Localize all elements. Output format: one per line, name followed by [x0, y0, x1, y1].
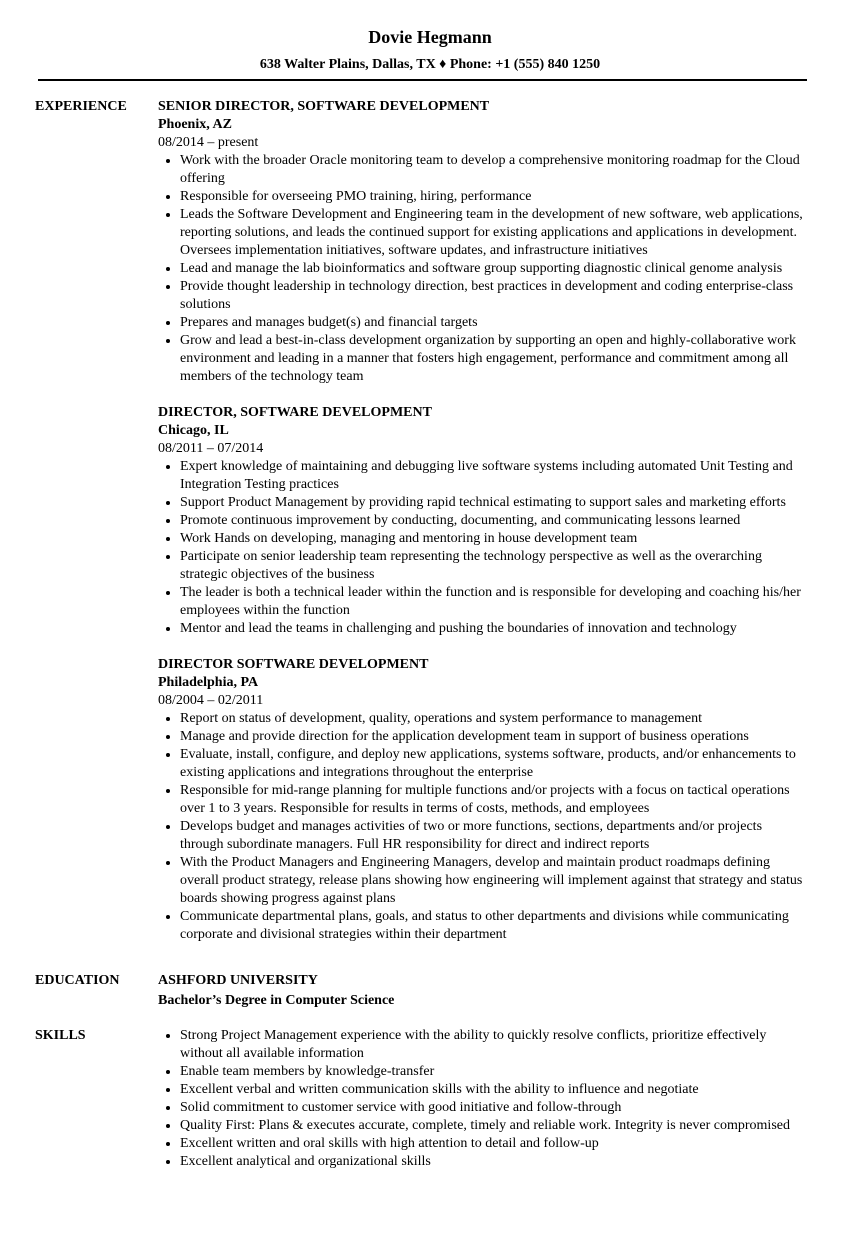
- bullet-item: • Excellent verbal and written communication skills with the ability to influence and negotiate: [180, 1081, 806, 1099]
- bullet-item: • Responsible for mid-range planning for multiple functions and/or projects with a focus on tactical operations over 1 to 3 years. Responsible for results in terms of costs, methods, and employees: [180, 782, 806, 818]
- bullet-item: • Support Product Management by providing rapid technical estimating to support sales and marketing efforts: [180, 494, 806, 512]
- bullet-item: • Excellent written and oral skills with high attention to detail and follow-up: [180, 1135, 806, 1153]
- job-location: Philadelphia, PA: [158, 675, 259, 690]
- bullet-item: • Report on status of development, quality, operations and system performance to management: [180, 710, 806, 728]
- education-section: [0, 972, 860, 1010]
- experience-list: [158, 98, 806, 962]
- bullet-item: • Excellent analytical and organizational skills: [180, 1153, 806, 1171]
- education-degree: Bachelor’s Degree in Computer Science: [158, 993, 395, 1008]
- bullet-item: • Work with the broader Oracle monitoring team to develop a comprehensive monitoring roadmap for the Cloud offering: [180, 152, 806, 188]
- bullet-item: • Grow and lead a best-in-class development organization by supporting an open and highly-collaborative work environment and leading in a manner that fosters high engagement, performance and commitment among all members of the technology team: [180, 332, 806, 386]
- job-entry: [158, 98, 806, 386]
- skills-bullets: [158, 1027, 806, 1171]
- job-dates: 08/2011 – 07/2014: [158, 441, 264, 456]
- job-bullets: [158, 458, 806, 638]
- bullet-item: • The leader is both a technical leader within the function and is responsible for developing and coaching his/her employees within the function: [180, 584, 806, 620]
- bullet-item: • Enable team members by knowledge-transfer: [180, 1063, 806, 1081]
- section-label-education: EDUCATION: [35, 973, 120, 988]
- job-dates: 08/2004 – 02/2011: [158, 693, 264, 708]
- section-label-experience: EXPERIENCE: [35, 99, 127, 114]
- bullet-item: • Strong Project Management experience with the ability to quickly resolve conflicts, prioritize effectively without all available information: [180, 1027, 806, 1063]
- bullet-item: • Develops budget and manages activities of two or more functions, sections, departments and/or projects through subordinate managers. Full HR responsibility for direct and indirect reports: [180, 818, 806, 854]
- job-bullets: [158, 710, 806, 944]
- bullet-item: • Lead and manage the lab bioinformatics and software group supporting diagnostic clinical genome analysis: [180, 260, 806, 278]
- bullet-item: • Manage and provide direction for the application development team in support of business operations: [180, 728, 806, 746]
- bullet-item: • Prepares and manages budget(s) and financial targets: [180, 314, 806, 332]
- experience-section: [0, 98, 860, 962]
- job-title: SENIOR DIRECTOR, SOFTWARE DEVELOPMENT: [158, 99, 490, 114]
- job-title: DIRECTOR SOFTWARE DEVELOPMENT: [158, 657, 429, 672]
- section-label-skills: SKILLS: [35, 1028, 86, 1043]
- bullet-item: • Work Hands on developing, managing and mentoring in house development team: [180, 530, 806, 548]
- bullet-item: • Evaluate, install, configure, and deploy new applications, systems software, products, and/or enhancements to existing applications and integrations throughout the enterprise: [180, 746, 806, 782]
- education-entry: [158, 972, 806, 1010]
- bullet-item: • With the Product Managers and Engineering Managers, develop and maintain product roadmaps defining overall product strategy, release plans showing how engineering will implement against that strategy and status boards showing progress against plans: [180, 854, 806, 908]
- bullet-item: • Leads the Software Development and Engineering team in the development of new software, web applications, reporting solutions, and leads the continued support for existing applications and applications in development. Oversees implementation initiatives, software updates, and infrastructure initiatives: [180, 206, 806, 260]
- bullet-item: • Responsible for overseeing PMO training, hiring, performance: [180, 188, 806, 206]
- bullet-item: • Solid commitment to customer service with good initiative and follow-through: [180, 1099, 806, 1117]
- bullet-item: • Provide thought leadership in technology direction, best practices in development and coding enterprise-class solutions: [180, 278, 806, 314]
- header-divider: [38, 79, 807, 81]
- job-location: Chicago, IL: [158, 423, 229, 438]
- skills-section: [0, 1027, 860, 1171]
- education-institution: ASHFORD UNIVERSITY: [158, 973, 318, 988]
- job-dates: 08/2014 – present: [158, 135, 259, 150]
- contact-line: 638 Walter Plains, Dallas, TX ♦ Phone: +1 (555) 840 1250: [259, 57, 601, 72]
- bullet-item: • Communicate departmental plans, goals, and status to other departments and divisions while communicating corporate and divisional strategies within their department: [180, 908, 806, 944]
- bullet-item: • Quality First: Plans & executes accurate, complete, timely and reliable work. Integrity is never compromised: [180, 1117, 806, 1135]
- bullet-item: • Participate on senior leadership team representing the technology perspective as well as the overarching strategic objectives of the business: [180, 548, 806, 584]
- bullet-item: • Expert knowledge of maintaining and debugging live software systems including automated Unit Testing and Integration Testing practices: [180, 458, 806, 494]
- resume-header: [0, 0, 860, 74]
- job-location: Phoenix, AZ: [158, 117, 232, 132]
- bullet-item: • Promote continuous improvement by conducting, documenting, and communicating lessons learned: [180, 512, 806, 530]
- bullet-item: • Mentor and lead the teams in challenging and pushing the boundaries of innovation and technology: [180, 620, 806, 638]
- skills-list: [158, 1027, 806, 1171]
- job-title: DIRECTOR, SOFTWARE DEVELOPMENT: [158, 405, 432, 420]
- job-entry: [158, 656, 806, 944]
- job-bullets: [158, 152, 806, 386]
- job-entry: [158, 404, 806, 638]
- candidate-name: Dovie Hegmann: [368, 27, 492, 47]
